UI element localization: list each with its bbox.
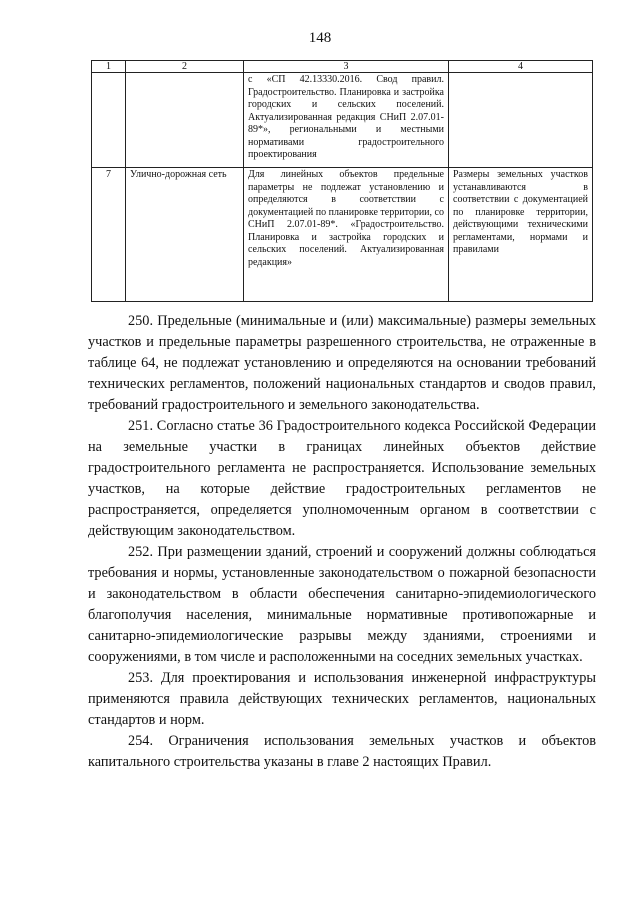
table-cell-name (126, 73, 244, 168)
paragraph-253: 253. Для проектирования и использования инженерной инфраструктуры применяются правила действующих технических регламентов, национальных стандартов и норм. (88, 670, 596, 728)
table-header-cell: 3 (244, 61, 449, 73)
table-cell-plot-sizes (449, 73, 593, 168)
paragraph-252: 252. При размещении зданий, строений и сооружений должны соблюдаться требования и нормы, установленные законодательством о пожарной безопасности и законодательством в области обеспечения санитарно-эпидемиологического благополучия населения, минимальные нормативные противопожарные и санитарно-эпидемиологические разрывы между зданиями, строениями и сооружениями, в том числе и расположенными на соседних земельных участках. (88, 544, 596, 665)
table-cell-number (92, 73, 126, 168)
table-header-cell: 4 (449, 61, 593, 73)
table-cell-parameters: с «СП 42.13330.2016. Свод правил. Градостроительство. Планировка и застройка городских и сельских поселений. Актуализированная редакция СНиП 2.07.01-89*», региональными и местными нормативами градостроительного проектирования (244, 73, 449, 168)
paragraph-250: 250. Предельные (минимальные и (или) максимальные) размеры земельных участков и предельные параметры разрешенного строительства, не отраженные в таблице 64, не подлежат установлению и определяются на основании требований технических регламентов, положений национальных стандартов и сводов правил, требований градостроительного и земельного законодательства. (88, 313, 596, 413)
table-cell-number: 7 (92, 168, 126, 302)
regulations-table (91, 60, 593, 302)
paragraph-254: 254. Ограничения использования земельных участков и объектов капитального строительства указаны в главе 2 настоящих Правил. (88, 733, 596, 770)
paragraph-251: 251. Согласно статье 36 Градостроительного кодекса Российской Федерации на земельные участки в границах линейных объектов действие градостроительного регламента не распространяется. Использование земельных участков, на которые действие градостроительных регламентов не распространяется, определяется уполномоченным органом в соответствии с действующим законодательством. (88, 418, 596, 539)
table-header-row (92, 61, 593, 73)
page-number: 148 (308, 30, 332, 46)
table-header-cell: 2 (126, 61, 244, 73)
table-cell-name: Улично-дорожная сеть (126, 168, 244, 302)
table-row (92, 73, 593, 168)
table-row (92, 168, 593, 302)
table-cell-parameters: Для линейных объектов предельные параметры не подлежат установлению и определяются в соответствии с документацией по планировке территории, со СНиП 2.07.01-89*. «Градостроительство. Планировка и застройка городских и сельских поселений. Актуализированная редакция» (244, 168, 449, 302)
table-header-cell: 1 (92, 61, 126, 73)
table-cell-plot-sizes: Размеры земельных участков устанавливаются в соответствии с документацией по планировке территории, действующими техническими регламентами, нормами и правилами (449, 168, 593, 302)
body-text (88, 311, 596, 773)
